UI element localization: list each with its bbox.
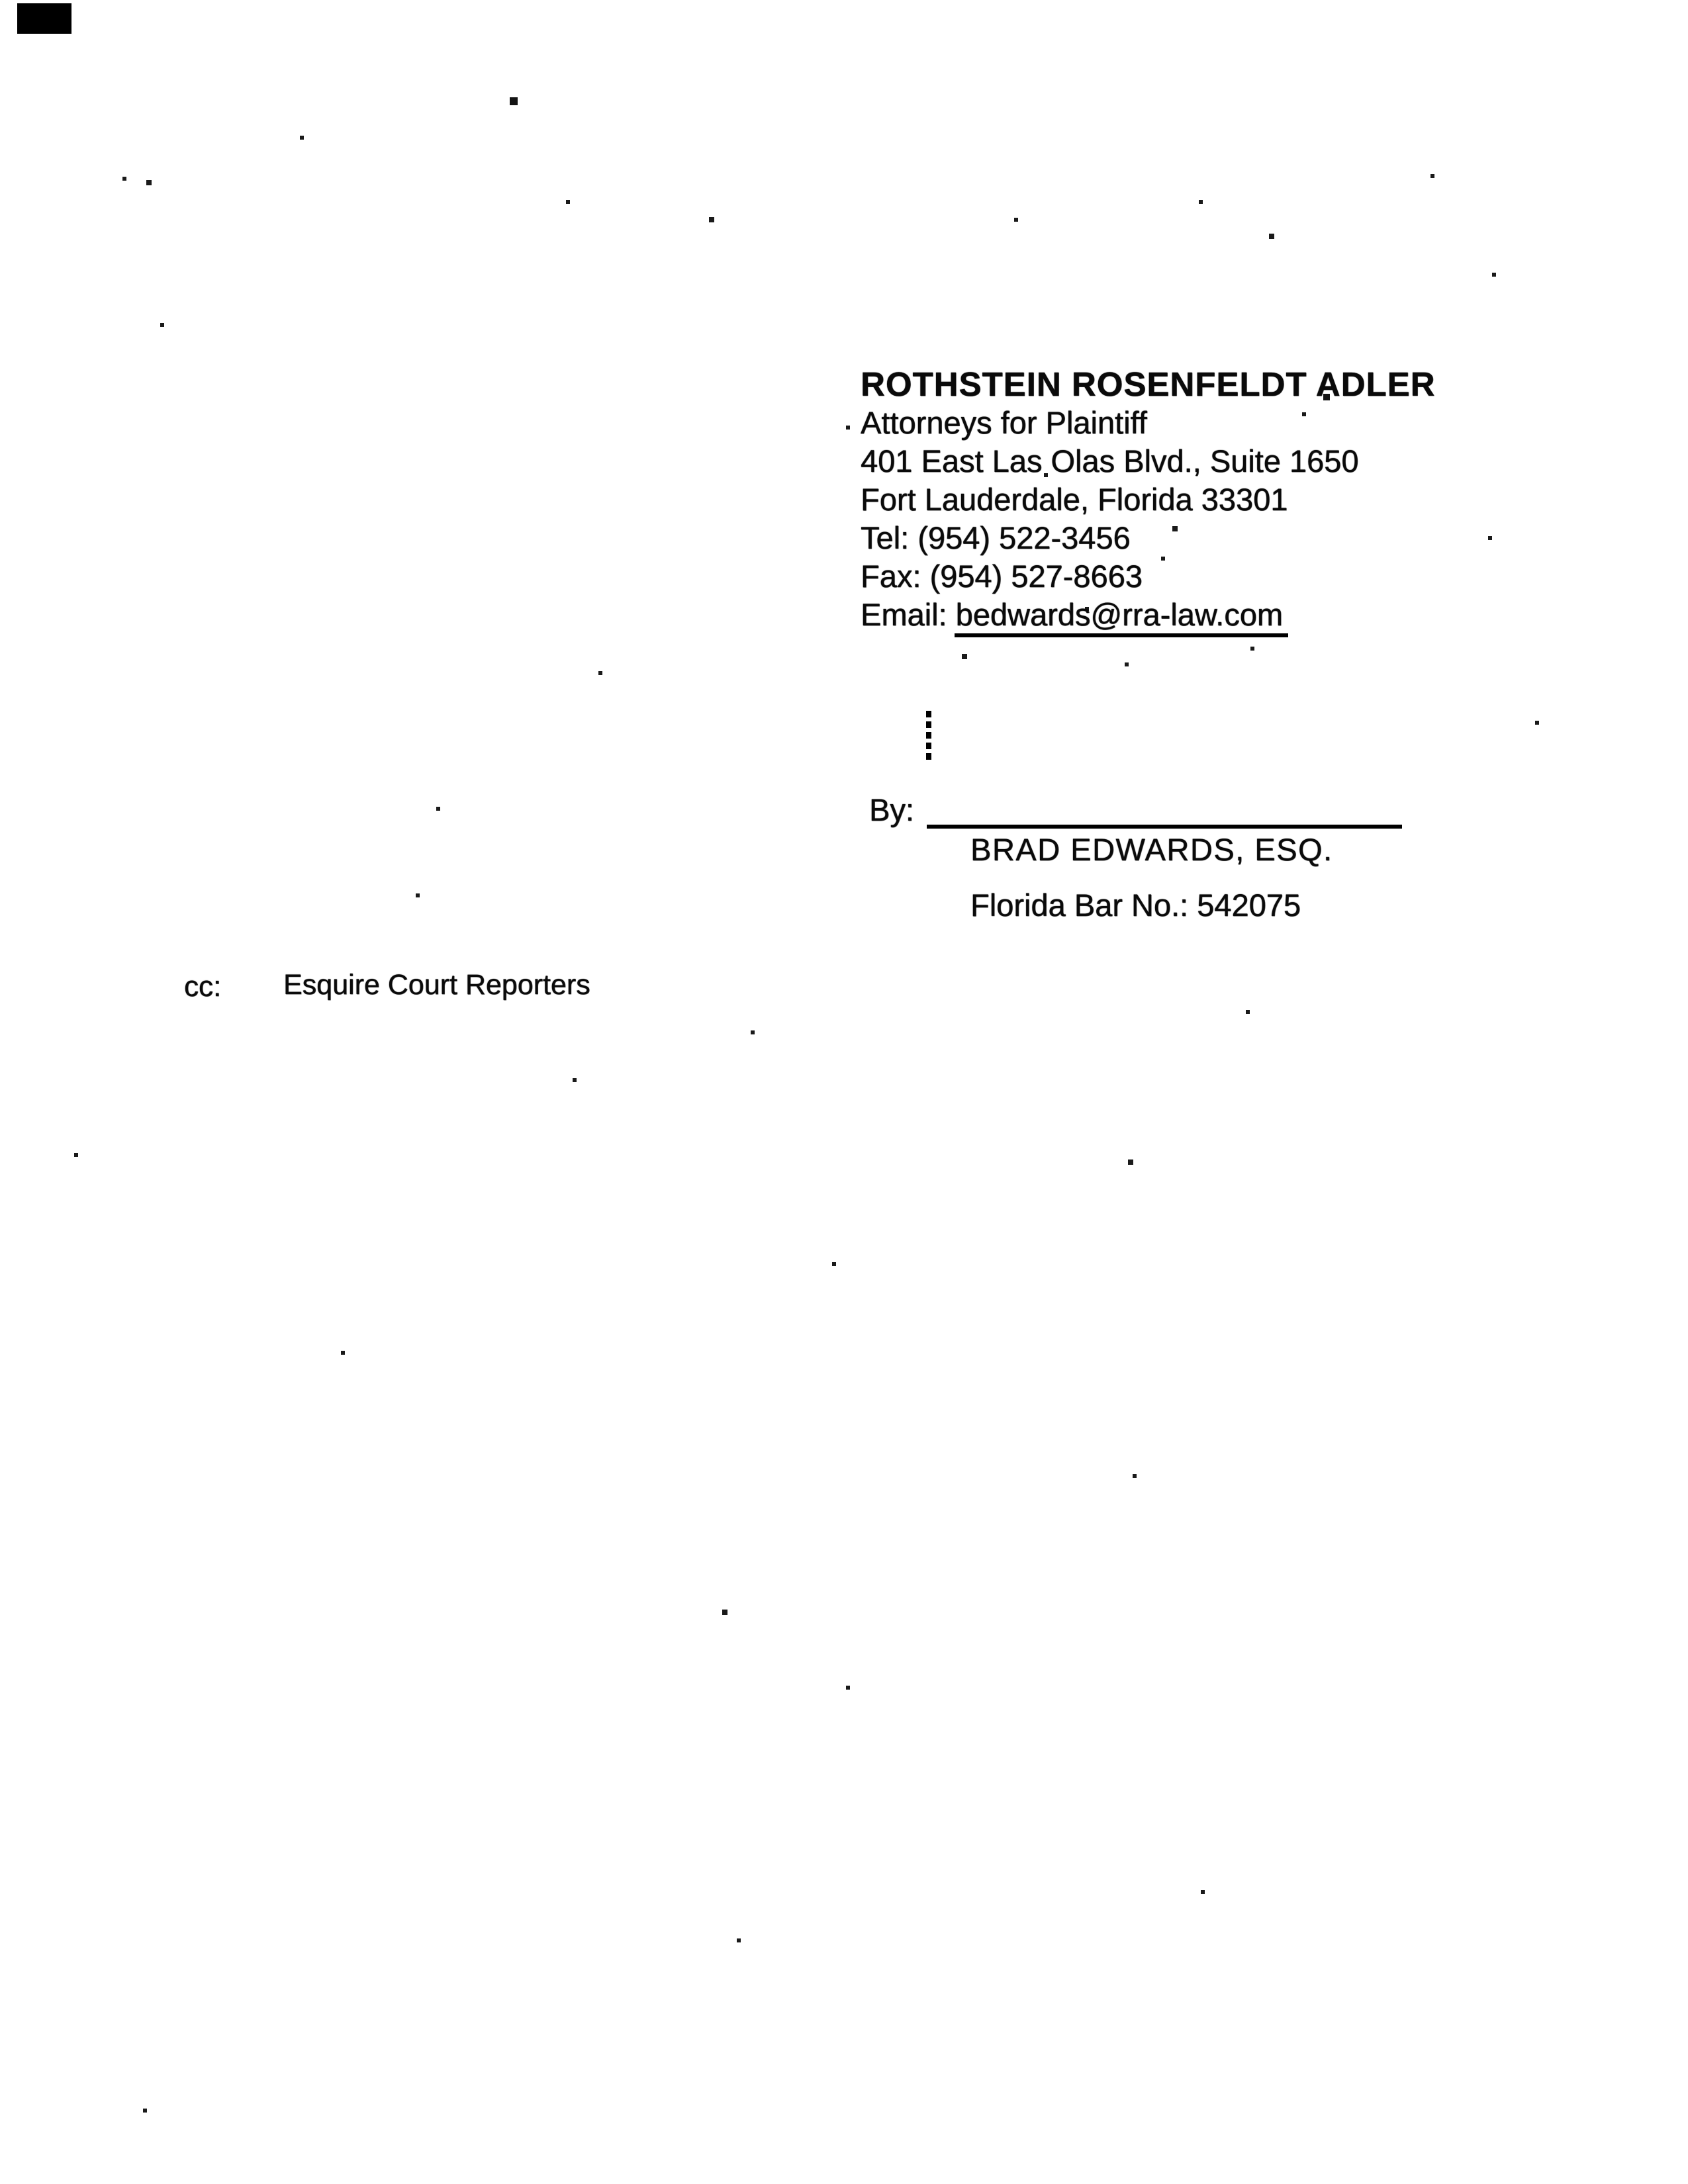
scan-noise-speckles — [0, 0, 3, 3]
cc-recipient: Esquire Court Reporters — [283, 969, 590, 1001]
letterhead-tel-line: Tel: (954) 522-3456 — [861, 520, 1131, 555]
cc-label: cc: — [184, 970, 222, 1003]
firm-name: ROTHSTEIN ROSENFELDT ADLER — [861, 365, 1436, 403]
scan-stray-mark — [926, 711, 931, 762]
bar-number-line: Florida Bar No.: 542075 — [970, 887, 1301, 923]
signatory-name: BRAD EDWARDS, ESQ. — [970, 832, 1333, 867]
letterhead-email-line — [861, 596, 1435, 637]
letterhead-address-line1: 401 East Las Olas Blvd., Suite 1650 — [861, 443, 1359, 478]
email-address: bedwards@rra-law.com — [955, 599, 1288, 637]
signature-by-label: By: — [869, 792, 914, 827]
letterhead-address-line2: Fort Lauderdale, Florida 33301 — [861, 482, 1288, 517]
letterhead-block — [861, 365, 1435, 637]
letterhead-role-line: Attorneys for Plaintiff — [861, 405, 1147, 440]
signature-line — [927, 825, 1402, 829]
email-label: Email: — [861, 597, 956, 632]
letterhead-fax-line: Fax: (954) 527-8663 — [861, 559, 1143, 594]
scan-corner-artifact — [17, 3, 71, 34]
